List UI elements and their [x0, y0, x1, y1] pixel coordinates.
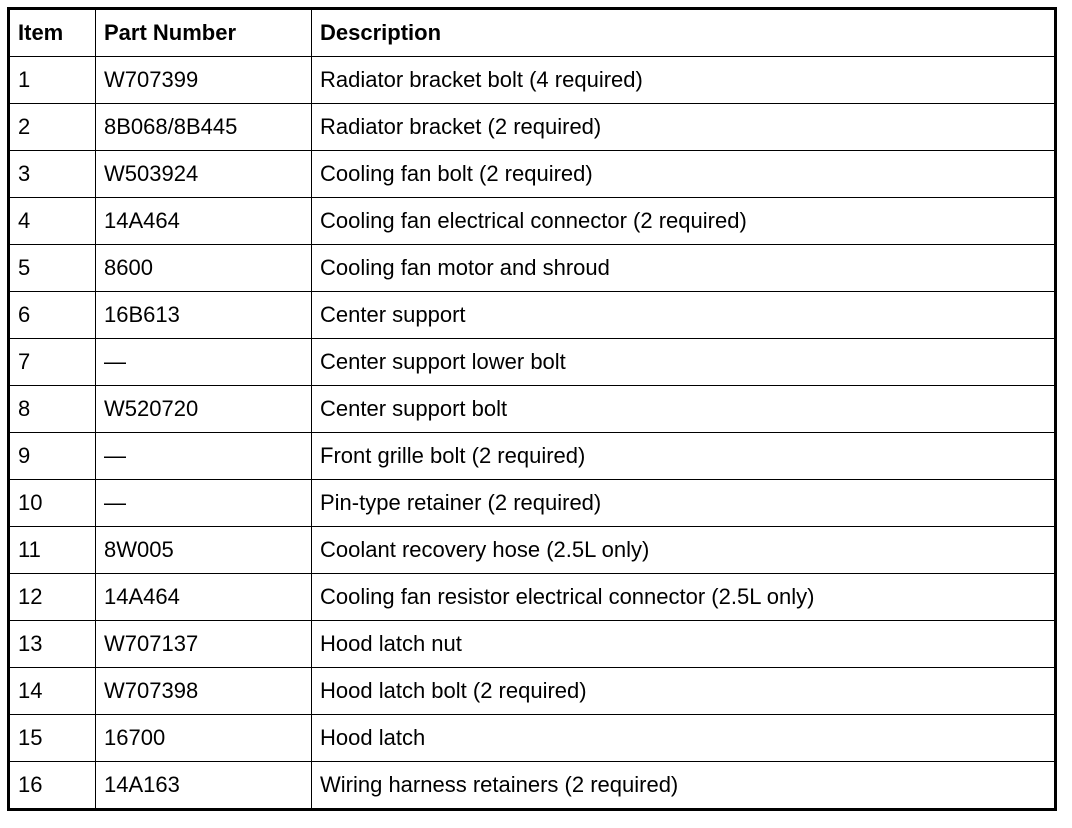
item-cell: 3: [9, 151, 96, 198]
description-cell: Hood latch nut: [312, 621, 1056, 668]
part-number-cell: 8B068/8B445: [96, 104, 312, 151]
description-cell: Cooling fan electrical connector (2 required): [312, 198, 1056, 245]
part-number-cell: 16700: [96, 715, 312, 762]
description-cell: Radiator bracket (2 required): [312, 104, 1056, 151]
parts-table: [7, 7, 1057, 811]
table-row: [9, 480, 1056, 527]
table-row: [9, 621, 1056, 668]
part-number-cell: —: [96, 433, 312, 480]
item-cell: 11: [9, 527, 96, 574]
description-cell: Wiring harness retainers (2 required): [312, 762, 1056, 810]
table-row: [9, 574, 1056, 621]
table-row: [9, 527, 1056, 574]
part-number-cell: 8W005: [96, 527, 312, 574]
item-cell: 14: [9, 668, 96, 715]
table-row: [9, 433, 1056, 480]
table-row: [9, 104, 1056, 151]
item-cell: 2: [9, 104, 96, 151]
description-cell: Center support bolt: [312, 386, 1056, 433]
part-number-cell: W503924: [96, 151, 312, 198]
description-cell: Cooling fan resistor electrical connector (2.5L only): [312, 574, 1056, 621]
description-cell: Coolant recovery hose (2.5L only): [312, 527, 1056, 574]
description-cell: Front grille bolt (2 required): [312, 433, 1056, 480]
description-cell: Center support: [312, 292, 1056, 339]
part-number-cell: 16B613: [96, 292, 312, 339]
description-cell: Cooling fan motor and shroud: [312, 245, 1056, 292]
part-number-cell: —: [96, 339, 312, 386]
item-cell: 13: [9, 621, 96, 668]
part-number-cell: —: [96, 480, 312, 527]
description-cell: Radiator bracket bolt (4 required): [312, 57, 1056, 104]
table-row: [9, 245, 1056, 292]
item-cell: 6: [9, 292, 96, 339]
item-cell: 7: [9, 339, 96, 386]
table-row: [9, 715, 1056, 762]
header-item: Item: [9, 9, 96, 57]
header-description: Description: [312, 9, 1056, 57]
header-row: [9, 9, 1056, 57]
header-part-number: Part Number: [96, 9, 312, 57]
item-cell: 15: [9, 715, 96, 762]
description-cell: Center support lower bolt: [312, 339, 1056, 386]
part-number-cell: 8600: [96, 245, 312, 292]
table-row: [9, 198, 1056, 245]
item-cell: 4: [9, 198, 96, 245]
part-number-cell: W520720: [96, 386, 312, 433]
part-number-cell: W707398: [96, 668, 312, 715]
table-row: [9, 151, 1056, 198]
table-row: [9, 292, 1056, 339]
description-cell: Cooling fan bolt (2 required): [312, 151, 1056, 198]
item-cell: 12: [9, 574, 96, 621]
description-cell: Hood latch bolt (2 required): [312, 668, 1056, 715]
table-body: [9, 57, 1056, 810]
item-cell: 5: [9, 245, 96, 292]
item-cell: 10: [9, 480, 96, 527]
table-header: [9, 9, 1056, 57]
table-row: [9, 762, 1056, 810]
part-number-cell: 14A464: [96, 574, 312, 621]
item-cell: 1: [9, 57, 96, 104]
part-number-cell: W707137: [96, 621, 312, 668]
part-number-cell: 14A464: [96, 198, 312, 245]
table-row: [9, 339, 1056, 386]
table-row: [9, 57, 1056, 104]
part-number-cell: 14A163: [96, 762, 312, 810]
description-cell: Pin-type retainer (2 required): [312, 480, 1056, 527]
table-row: [9, 386, 1056, 433]
part-number-cell: W707399: [96, 57, 312, 104]
description-cell: Hood latch: [312, 715, 1056, 762]
item-cell: 16: [9, 762, 96, 810]
item-cell: 9: [9, 433, 96, 480]
table-row: [9, 668, 1056, 715]
item-cell: 8: [9, 386, 96, 433]
